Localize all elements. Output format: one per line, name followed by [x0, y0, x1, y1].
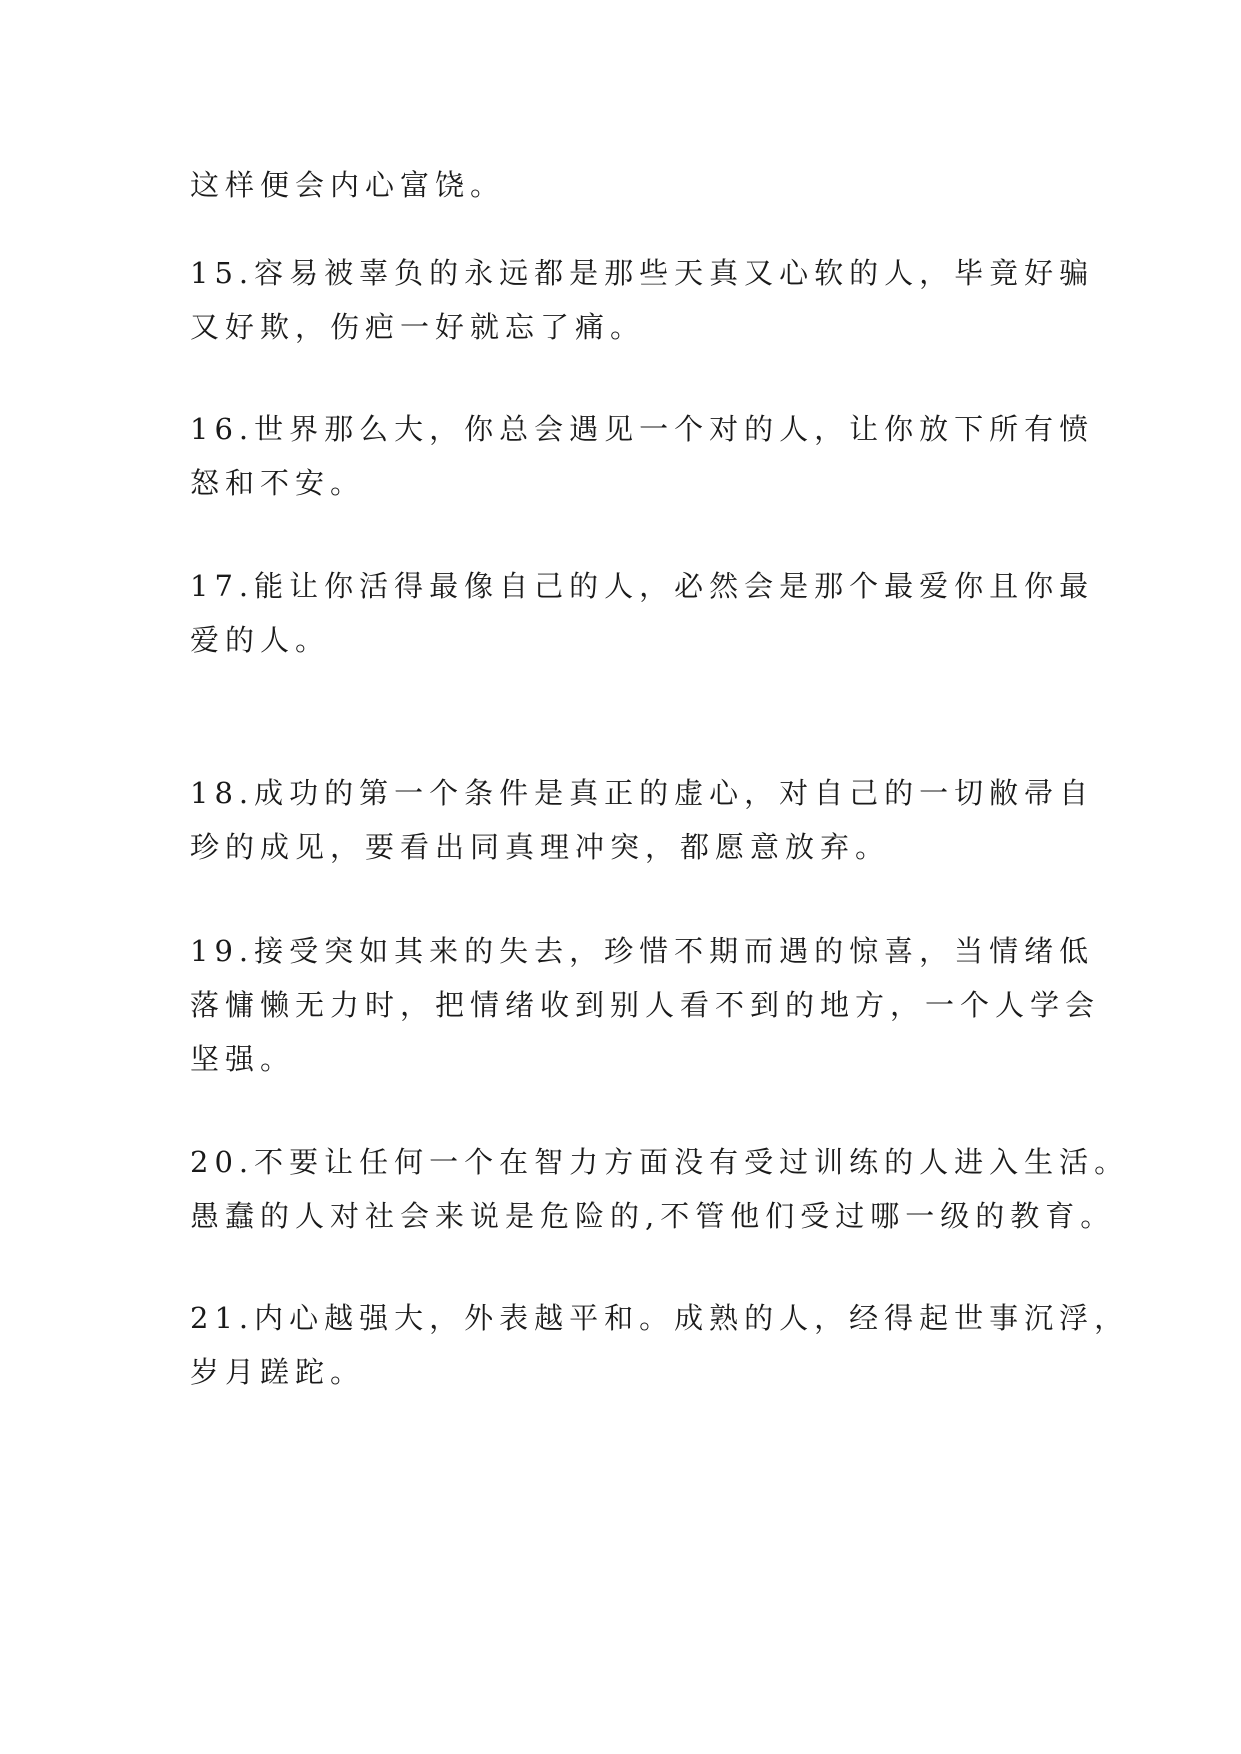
paragraph-19-line-2: 落慵懒无力时，把情绪收到别人看不到的地方，一个人学会: [190, 988, 1101, 1022]
paragraph-21-line-1: 21.内心越强大，外表越平和。成熟的人，经得起世事沉浮，: [190, 1301, 1130, 1335]
paragraph-19-line-1: 19.接受突如其来的失去，珍惜不期而遇的惊喜，当情绪低: [190, 934, 1095, 968]
paragraph-20-line-1: 20.不要让任何一个在智力方面没有受过训练的人进入生活。: [190, 1145, 1130, 1179]
paragraph-16-line-1: 16.世界那么大，你总会遇见一个对的人，让你放下所有愤: [190, 412, 1095, 446]
paragraph-20-line-2: 愚蠢的人对社会来说是危险的,不管他们受过哪一级的教育。: [190, 1199, 1116, 1233]
paragraph-18-line-1: 18.成功的第一个条件是真正的虚心，对自己的一切敝帚自: [190, 776, 1095, 810]
paragraph-16-line-2: 怒和不安。: [190, 466, 366, 500]
paragraph-17-line-1: 17.能让你活得最像自己的人，必然会是那个最爱你且你最: [190, 569, 1095, 603]
paragraph-15-line-2: 又好欺，伤疤一好就忘了痛。: [190, 310, 646, 344]
paragraph-18-line-2: 珍的成见，要看出同真理冲突，都愿意放弃。: [190, 830, 891, 864]
paragraph-15-line-1: 15.容易被辜负的永远都是那些天真又心软的人，毕竟好骗: [190, 256, 1095, 290]
paragraph-19-line-3: 坚强。: [190, 1042, 296, 1076]
paragraph-21-line-2: 岁月蹉跎。: [190, 1355, 366, 1389]
paragraph-14-line-2: 这样便会内心富饶。: [190, 168, 506, 202]
paragraph-17-line-2: 爱的人。: [190, 623, 331, 657]
